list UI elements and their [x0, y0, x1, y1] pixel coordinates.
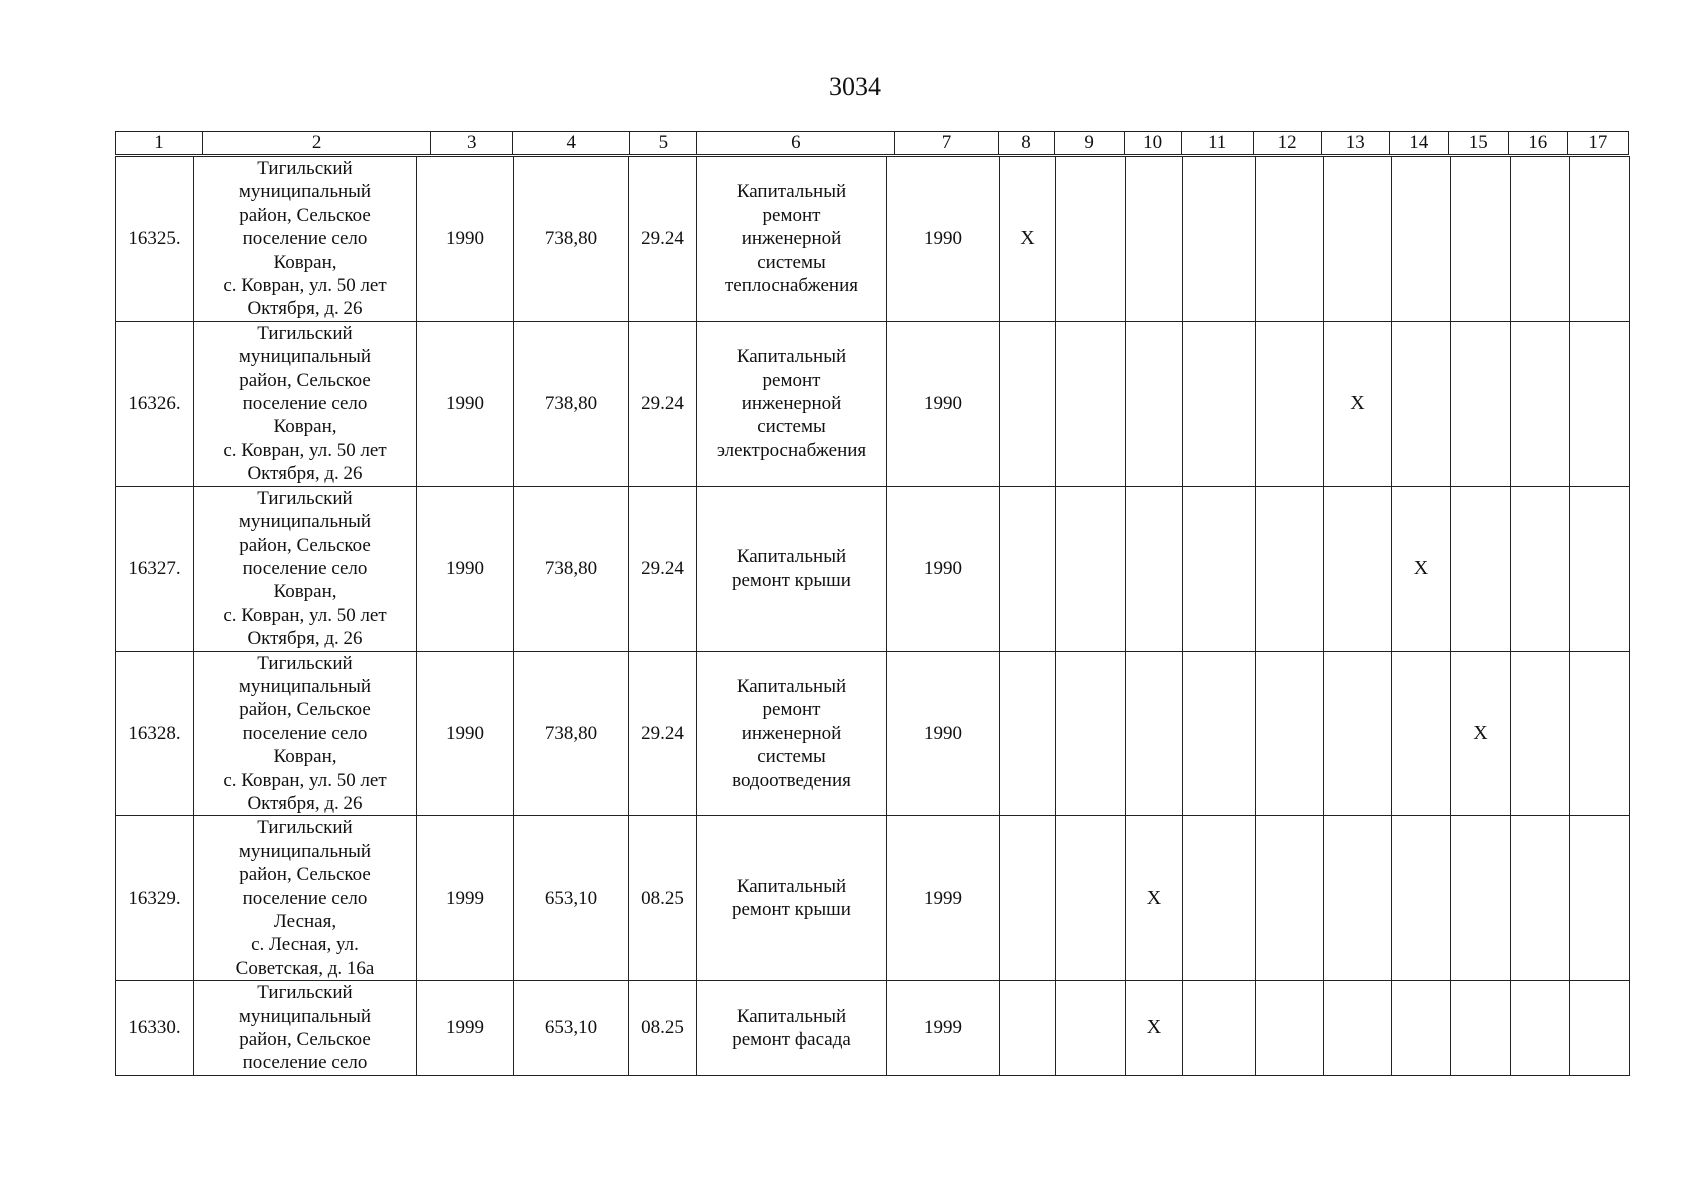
mark-col-17	[1570, 816, 1630, 981]
year-cell: 1999	[887, 816, 1000, 981]
address-cell: Тигильский муниципальный район, Сельское поселение село Лесная, с. Лесная, ул. Советская, д. 16а	[194, 816, 417, 981]
page-number: 3034	[829, 72, 881, 101]
mark-col-9	[1056, 816, 1126, 981]
mark-col-10: X	[1126, 816, 1183, 981]
mark-col-8	[1000, 651, 1056, 816]
header-col-2: 2	[203, 132, 431, 155]
mark-col-8	[1000, 486, 1056, 651]
row-number: 16327.	[116, 486, 194, 651]
mark-col-17	[1570, 981, 1630, 1076]
mark-col-15	[1451, 816, 1511, 981]
mark-col-13	[1324, 981, 1392, 1076]
mark-col-14	[1392, 651, 1451, 816]
mark-col-14	[1392, 157, 1451, 322]
mark-col-17	[1570, 157, 1630, 322]
mark-col-14	[1392, 816, 1451, 981]
mark-col-16	[1511, 157, 1570, 322]
mark-col-11	[1183, 321, 1256, 486]
mark-col-11	[1183, 816, 1256, 981]
year-built-cell: 1990	[417, 321, 514, 486]
area-cell: 653,10	[514, 816, 629, 981]
mark-col-15	[1451, 157, 1511, 322]
area-cell: 738,80	[514, 651, 629, 816]
mark-col-16	[1511, 321, 1570, 486]
mark-col-13	[1324, 157, 1392, 322]
table-row	[116, 486, 1630, 651]
row-number: 16330.	[116, 981, 194, 1076]
mark-col-14	[1392, 981, 1451, 1076]
mark-col-10	[1126, 321, 1183, 486]
mark-col-15	[1451, 486, 1511, 651]
table-row	[116, 816, 1630, 981]
mark-col-10: X	[1126, 981, 1183, 1076]
code-cell: 29.24	[629, 321, 697, 486]
table-row	[116, 157, 1630, 322]
row-number: 16329.	[116, 816, 194, 981]
mark-col-16	[1511, 816, 1570, 981]
mark-col-14: X	[1392, 486, 1451, 651]
area-cell: 738,80	[514, 321, 629, 486]
header-col-11: 11	[1181, 132, 1253, 155]
mark-col-11	[1183, 651, 1256, 816]
mark-col-14	[1392, 321, 1451, 486]
address-cell: Тигильский муниципальный район, Сельское поселение село Ковран, с. Ковран, ул. 50 лет Октября, д. 26	[194, 651, 417, 816]
year-cell: 1990	[887, 157, 1000, 322]
address-cell: Тигильский муниципальный район, Сельское поселение село Ковран, с. Ковран, ул. 50 лет Октября, д. 26	[194, 321, 417, 486]
header-col-13: 13	[1321, 132, 1389, 155]
mark-col-10	[1126, 651, 1183, 816]
work-type-cell: Капитальный ремонт инженерной системы теплоснабжения	[697, 157, 887, 322]
header-col-12: 12	[1253, 132, 1321, 155]
year-cell: 1999	[887, 981, 1000, 1076]
mark-col-8	[1000, 981, 1056, 1076]
header-col-14: 14	[1389, 132, 1448, 155]
work-type-cell: Капитальный ремонт крыши	[697, 486, 887, 651]
mark-col-15	[1451, 981, 1511, 1076]
header-row	[116, 132, 1629, 155]
header-col-7: 7	[895, 132, 998, 155]
row-number: 16328.	[116, 651, 194, 816]
mark-col-11	[1183, 981, 1256, 1076]
header-col-6: 6	[697, 132, 895, 155]
mark-col-13: X	[1324, 321, 1392, 486]
mark-col-9	[1056, 981, 1126, 1076]
table-row	[116, 321, 1630, 486]
mark-col-12	[1256, 486, 1324, 651]
work-type-cell: Капитальный ремонт крыши	[697, 816, 887, 981]
header-col-8: 8	[998, 132, 1054, 155]
header-col-16: 16	[1508, 132, 1567, 155]
year-cell: 1990	[887, 651, 1000, 816]
mark-col-11	[1183, 486, 1256, 651]
mark-col-16	[1511, 981, 1570, 1076]
mark-col-9	[1056, 651, 1126, 816]
work-type-cell: Капитальный ремонт фасада	[697, 981, 887, 1076]
table-row	[116, 651, 1630, 816]
code-cell: 29.24	[629, 486, 697, 651]
mark-col-8: X	[1000, 157, 1056, 322]
mark-col-12	[1256, 651, 1324, 816]
year-built-cell: 1990	[417, 486, 514, 651]
mark-col-15	[1451, 321, 1511, 486]
mark-col-13	[1324, 486, 1392, 651]
header-col-4: 4	[513, 132, 630, 155]
row-number: 16325.	[116, 157, 194, 322]
header-col-5: 5	[630, 132, 697, 155]
work-type-cell: Капитальный ремонт инженерной системы водоотведения	[697, 651, 887, 816]
year-built-cell: 1999	[417, 816, 514, 981]
table-row	[116, 981, 1630, 1076]
mark-col-12	[1256, 157, 1324, 322]
mark-col-10	[1126, 486, 1183, 651]
mark-col-13	[1324, 816, 1392, 981]
mark-col-13	[1324, 651, 1392, 816]
code-cell: 08.25	[629, 981, 697, 1076]
mark-col-12	[1256, 981, 1324, 1076]
mark-col-16	[1511, 651, 1570, 816]
header-col-3: 3	[431, 132, 513, 155]
header-col-17: 17	[1567, 132, 1628, 155]
header-col-10: 10	[1124, 132, 1181, 155]
mark-col-11	[1183, 157, 1256, 322]
code-cell: 29.24	[629, 651, 697, 816]
header-col-1: 1	[116, 132, 203, 155]
mark-col-10	[1126, 157, 1183, 322]
work-type-cell: Капитальный ремонт инженерной системы электроснабжения	[697, 321, 887, 486]
code-cell: 08.25	[629, 816, 697, 981]
data-table	[115, 156, 1630, 1076]
year-built-cell: 1990	[417, 651, 514, 816]
mark-col-9	[1056, 486, 1126, 651]
mark-col-12	[1256, 321, 1324, 486]
mark-col-8	[1000, 816, 1056, 981]
address-cell: Тигильский муниципальный район, Сельское поселение село Ковран, с. Ковран, ул. 50 лет Октября, д. 26	[194, 157, 417, 322]
year-cell: 1990	[887, 321, 1000, 486]
year-built-cell: 1999	[417, 981, 514, 1076]
address-cell: Тигильский муниципальный район, Сельское поселение село Ковран, с. Ковран, ул. 50 лет Октября, д. 26	[194, 486, 417, 651]
header-col-9: 9	[1054, 132, 1124, 155]
area-cell: 653,10	[514, 981, 629, 1076]
mark-col-12	[1256, 816, 1324, 981]
year-cell: 1990	[887, 486, 1000, 651]
mark-col-16	[1511, 486, 1570, 651]
header-col-15: 15	[1448, 132, 1508, 155]
year-built-cell: 1990	[417, 157, 514, 322]
mark-col-17	[1570, 321, 1630, 486]
mark-col-9	[1056, 157, 1126, 322]
area-cell: 738,80	[514, 486, 629, 651]
mark-col-17	[1570, 651, 1630, 816]
mark-col-15: X	[1451, 651, 1511, 816]
mark-col-17	[1570, 486, 1630, 651]
mark-col-8	[1000, 321, 1056, 486]
row-number: 16326.	[116, 321, 194, 486]
code-cell: 29.24	[629, 157, 697, 322]
area-cell: 738,80	[514, 157, 629, 322]
address-cell: Тигильский муниципальный район, Сельское поселение село	[194, 981, 417, 1076]
mark-col-9	[1056, 321, 1126, 486]
column-number-header	[115, 131, 1629, 155]
